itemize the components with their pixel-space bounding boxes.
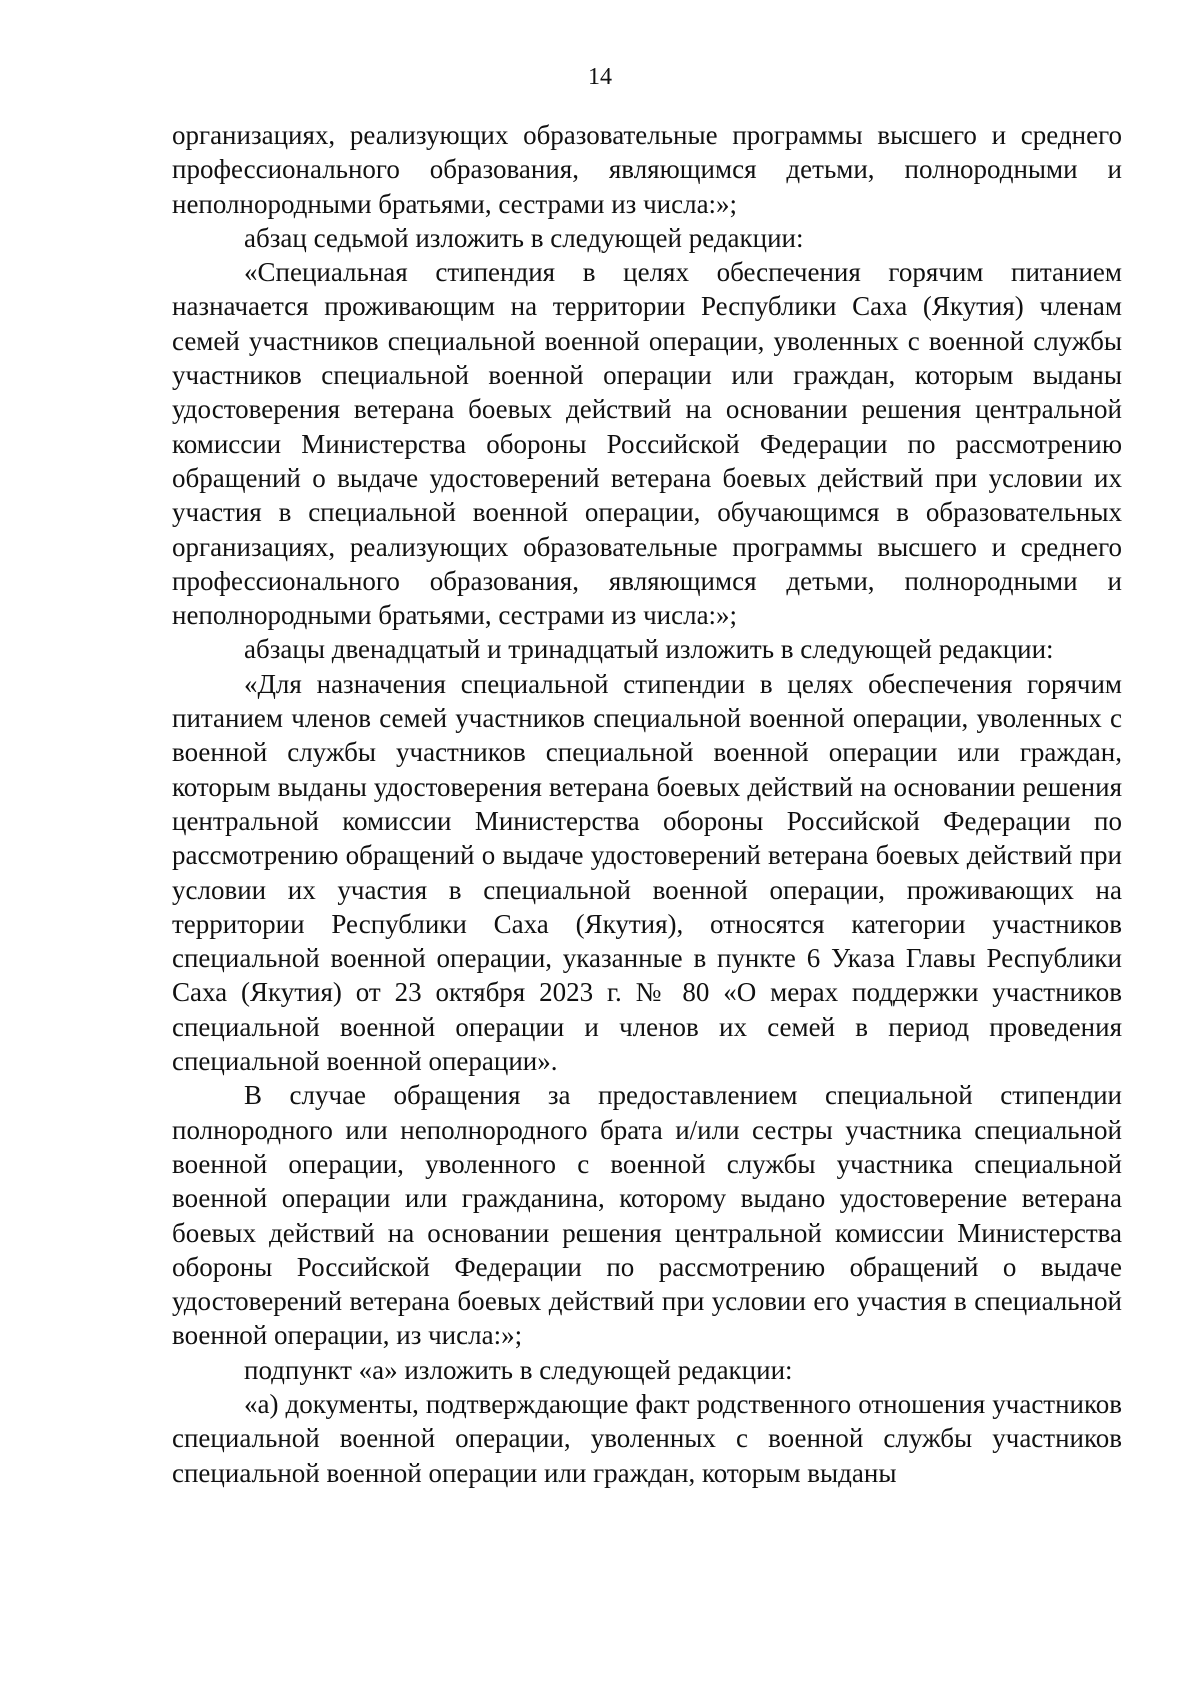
document-body [172,118,1122,1490]
paragraph-quoted-text: В случае обращения за предоставлением специальной стипендии полнородного или неполнородного брата и/или сестры участника специальной военной операции, уволенного с военной службы участника специальной военной операции или гражданина, которому выдано удостоверение ветерана боевых действий на основании решения центральной комиссии Министерства обороны Российской Федерации по рассмотрению обращений о выдаче удостоверений ветерана боевых действий при условии его участия в специальной военной операции, из числа:»; [172,1080,1122,1351]
paragraph-amendment-instruction: подпункт «а» изложить в следующей редакции: [244,1354,793,1385]
paragraph-continuation: организациях, реализующих образовательные программы высшего и среднего профессионального образования, являющимся детьми, полнородными и неполнородными братьями, сестрами из числа:»; [172,120,1122,219]
paragraph-amendment-instruction: абзацы двенадцатый и тринадцатый изложить в следующей редакции: [244,634,1054,665]
paragraph-amendment-instruction: абзац седьмой изложить в следующей редакции: [244,222,804,253]
paragraph-quoted-text: «Специальная стипендия в целях обеспечения горячим питанием назначается проживающим на территории Республики Саха (Якутия) членам семей участников специальной военной операции, уволенных с военной службы участников специальной военной операции или граждан, которым выданы удостоверения ветерана боевых действий на основании решения центральной комиссии Министерства обороны Российской Федерации по рассмотрению обращений о выдаче удостоверений ветерана боевых действий при условии их участия в специальной военной операции, обучающимся в образовательных организациях, реализующих образовательные программы высшего и среднего профессионального образования, являющимся детьми, полнородными и неполнородными братьями, сестрами из числа:»; [172,257,1122,631]
paragraph-quoted-text: «Для назначения специальной стипендии в целях обеспечения горячим питанием членов семей участников специальной военной операции, уволенных с военной службы участников специальной военной операции или граждан, которым выданы удостоверения ветерана боевых действий на основании решения центральной комиссии Министерства обороны Российской Федерации по рассмотрению обращений о выдаче удостоверений ветерана боевых действий при условии их участия в специальной военной операции, проживающих на территории Республики Саха (Якутия), относятся категории участников специальной военной операции, указанные в пункте 6 Указа Главы Республики Саха (Якутия) от 23 октября 2023 г. № 80 «О мерах поддержки участников специальной военной операции и членов их семей в период проведения специальной военной операции». [172,668,1122,1077]
page-number: 14 [588,64,612,90]
paragraph-quoted-text: «а) документы, подтверждающие факт родственного отношения участников специальной военной операции, уволенных с военной службы участников специальной военной операции или граждан, которым выданы [172,1388,1122,1488]
